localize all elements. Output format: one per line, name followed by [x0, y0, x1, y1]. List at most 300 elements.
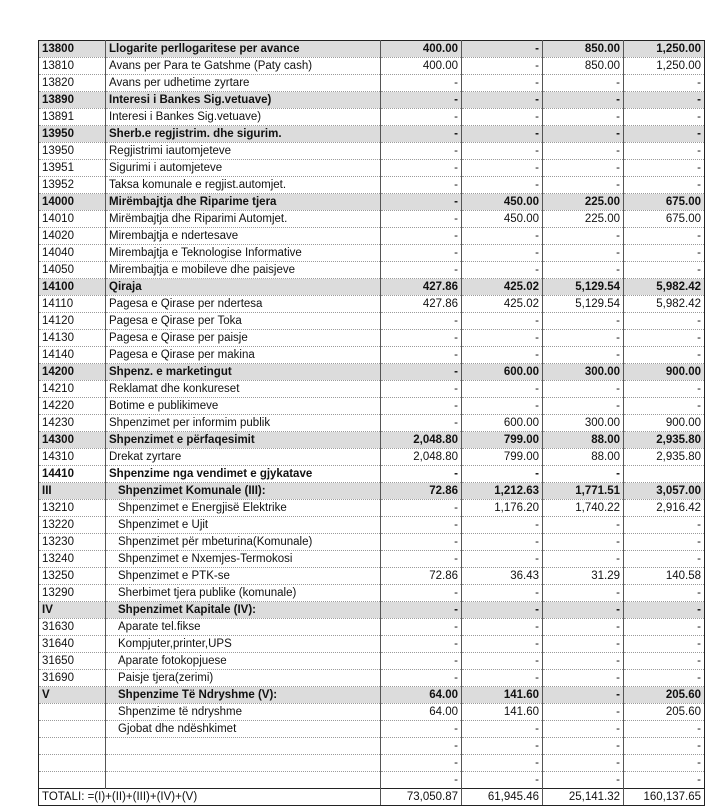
total-cell: 3,057.00 [624, 483, 705, 500]
table-row [39, 738, 705, 755]
total-cell: - [624, 619, 705, 636]
description-cell: Shpenzimet e Ujit [106, 517, 381, 534]
account-code-cell: 13820 [39, 75, 106, 92]
amount-cell-3: 300.00 [543, 415, 624, 432]
group-row [39, 432, 705, 449]
account-code-cell: 13250 [39, 568, 106, 585]
table-row [39, 568, 705, 585]
table-row [39, 551, 705, 568]
amount-cell-3: - [543, 109, 624, 126]
amount-cell-2: - [462, 619, 543, 636]
description-cell [106, 738, 381, 755]
account-code-cell: 13800 [39, 41, 106, 58]
group-row [39, 92, 705, 109]
account-code-cell: 13950 [39, 126, 106, 143]
amount-cell-2: - [462, 602, 543, 619]
amount-cell-1: - [381, 347, 462, 364]
account-code-cell: V [39, 687, 106, 704]
table-row [39, 415, 705, 432]
amount-cell-2: - [462, 534, 543, 551]
description-cell: Drekat zyrtare [106, 449, 381, 466]
amount-cell-1: - [381, 517, 462, 534]
account-code-cell: 13950 [39, 143, 106, 160]
amount-cell-1: - [381, 313, 462, 330]
amount-cell-2: - [462, 92, 543, 109]
amount-cell-1: - [381, 772, 462, 789]
description-cell: Shpenzime të ndryshme [106, 704, 381, 721]
amount-cell-1: - [381, 653, 462, 670]
description-cell: Sherb.e regjistrim. dhe sigurim. [106, 126, 381, 143]
account-code-cell: 14410 [39, 466, 106, 483]
description-cell: Aparate fotokopjuese [106, 653, 381, 670]
amount-cell-2: - [462, 653, 543, 670]
group-row [39, 602, 705, 619]
amount-cell-1: - [381, 177, 462, 194]
amount-cell-3: - [543, 738, 624, 755]
amount-cell-3: 300.00 [543, 364, 624, 381]
amount-cell-2: 425.02 [462, 296, 543, 313]
total-cell: - [624, 738, 705, 755]
total-cell: 1,250.00 [624, 41, 705, 58]
description-cell: Gjobat dhe ndëshkimet [106, 721, 381, 738]
table-row [39, 534, 705, 551]
amount-cell-2: 141.60 [462, 687, 543, 704]
amount-cell-2: - [462, 58, 543, 75]
table-row [39, 330, 705, 347]
account-code-cell: 13220 [39, 517, 106, 534]
table-row [39, 636, 705, 653]
description-cell: Aparate tel.fikse [106, 619, 381, 636]
total-cell: - [624, 330, 705, 347]
account-code-cell: 31640 [39, 636, 106, 653]
amount-cell-1: - [381, 143, 462, 160]
group-row [39, 194, 705, 211]
amount-cell-3: - [543, 92, 624, 109]
amount-cell-2: - [462, 551, 543, 568]
amount-cell-3: - [543, 517, 624, 534]
total-cell: - [624, 517, 705, 534]
amount-cell-1: - [381, 398, 462, 415]
amount-cell-2: - [462, 398, 543, 415]
amount-cell-3: 225.00 [543, 194, 624, 211]
description-cell: Kompjuter,printer,UPS [106, 636, 381, 653]
account-code-cell [39, 704, 106, 721]
account-code-cell: 13810 [39, 58, 106, 75]
amount-cell-1: - [381, 92, 462, 109]
amount-cell-3: - [543, 75, 624, 92]
account-code-cell: 31650 [39, 653, 106, 670]
description-cell: Reklamat dhe konkureset [106, 381, 381, 398]
amount-cell-3: - [543, 704, 624, 721]
account-code-cell: 14210 [39, 381, 106, 398]
amount-cell-3: - [543, 381, 624, 398]
amount-cell-1: - [381, 75, 462, 92]
amount-cell-1: - [381, 126, 462, 143]
amount-cell-3: - [543, 347, 624, 364]
amount-cell-2: - [462, 636, 543, 653]
total-cell: - [624, 653, 705, 670]
amount-cell-2: - [462, 143, 543, 160]
total-cell: - [624, 670, 705, 687]
total-cell: 205.60 [624, 704, 705, 721]
total-cell: 675.00 [624, 194, 705, 211]
total-cell: - [624, 755, 705, 772]
account-code-cell: 14010 [39, 211, 106, 228]
amount-cell-1: 72.86 [381, 568, 462, 585]
amount-cell-1: - [381, 721, 462, 738]
amount-cell-1: - [381, 364, 462, 381]
description-cell: Sherbimet tjera publike (komunale) [106, 585, 381, 602]
amount-cell-2: 425.02 [462, 279, 543, 296]
amount-cell-3: - [543, 398, 624, 415]
description-cell: Interesi i Bankes Sig.vetuave) [106, 92, 381, 109]
amount-cell-3: - [543, 245, 624, 262]
description-cell: Shpenzime nga vendimet e gjykatave [106, 466, 381, 483]
description-cell: Shpenzimet e Energjisë Elektrike [106, 500, 381, 517]
table-row [39, 398, 705, 415]
description-cell: Pagesa e Qirase per Toka [106, 313, 381, 330]
total-cell: 900.00 [624, 415, 705, 432]
table-row [39, 517, 705, 534]
table-row [39, 75, 705, 92]
amount-cell-2: - [462, 755, 543, 772]
total-cell: - [624, 92, 705, 109]
account-code-cell: 14120 [39, 313, 106, 330]
account-code-cell: 14140 [39, 347, 106, 364]
description-cell: Avans per udhetime zyrtare [106, 75, 381, 92]
amount-cell-2: - [462, 738, 543, 755]
amount-cell-2: - [462, 177, 543, 194]
amount-cell-2: - [462, 245, 543, 262]
total-cell: - [624, 347, 705, 364]
total-cell: 2,916.42 [624, 500, 705, 517]
total-cell: - [624, 721, 705, 738]
description-cell: Avans per Para te Gatshme (Paty cash) [106, 58, 381, 75]
description-cell: Pagesa e Qirase per ndertesa [106, 296, 381, 313]
description-cell: Shpenzimet Kapitale (IV): [106, 602, 381, 619]
grand-total-label: TOTALI: =(I)+(II)+(III)+(IV)+(V) [39, 789, 381, 806]
group-row [39, 126, 705, 143]
table-row [39, 211, 705, 228]
amount-cell-3: - [543, 602, 624, 619]
account-code-cell: 13230 [39, 534, 106, 551]
amount-cell-3: - [543, 126, 624, 143]
amount-cell-2: 36.43 [462, 568, 543, 585]
total-cell: - [624, 245, 705, 262]
account-code-cell: 14220 [39, 398, 106, 415]
amount-cell-3: 1,740.22 [543, 500, 624, 517]
description-cell: Mirembajtja e Teknologise Informative [106, 245, 381, 262]
amount-cell-2: - [462, 347, 543, 364]
total-cell: 140.58 [624, 568, 705, 585]
table-row [39, 347, 705, 364]
amount-cell-3: - [543, 466, 624, 483]
description-cell: Shpenzimet e përfaqesimit [106, 432, 381, 449]
account-code-cell: 14040 [39, 245, 106, 262]
amount-cell-2: - [462, 721, 543, 738]
amount-cell-3: - [543, 551, 624, 568]
total-cell: - [624, 126, 705, 143]
description-cell: Pagesa e Qirase per paisje [106, 330, 381, 347]
amount-cell-3: 1,771.51 [543, 483, 624, 500]
grand-total-amount-4: 160,137.65 [624, 789, 705, 806]
amount-cell-1: 400.00 [381, 41, 462, 58]
amount-cell-3: 31.29 [543, 568, 624, 585]
total-cell: 2,935.80 [624, 449, 705, 466]
total-cell: - [624, 75, 705, 92]
amount-cell-1: - [381, 738, 462, 755]
amount-cell-2: - [462, 670, 543, 687]
grand-total-amount-1: 73,050.87 [381, 789, 462, 806]
amount-cell-1: - [381, 330, 462, 347]
table-row [39, 500, 705, 517]
group-row [39, 687, 705, 704]
total-cell: - [624, 262, 705, 279]
table-row [39, 313, 705, 330]
amount-cell-3: 225.00 [543, 211, 624, 228]
account-code-cell [39, 755, 106, 772]
description-cell: Taksa komunale e regjist.automjet. [106, 177, 381, 194]
amount-cell-3: - [543, 262, 624, 279]
description-cell: Paisje tjera(zerimi) [106, 670, 381, 687]
group-row [39, 466, 705, 483]
description-cell: Shpenz. e marketingut [106, 364, 381, 381]
description-cell: Mirembajtja e ndertesave [106, 228, 381, 245]
table-row [39, 449, 705, 466]
amount-cell-2: - [462, 160, 543, 177]
amount-cell-2: - [462, 228, 543, 245]
total-cell: 5,982.42 [624, 279, 705, 296]
description-cell: Qiraja [106, 279, 381, 296]
total-cell: - [624, 228, 705, 245]
account-code-cell: 14000 [39, 194, 106, 211]
amount-cell-1: 64.00 [381, 687, 462, 704]
expenditure-table-body [39, 41, 705, 806]
amount-cell-3: - [543, 160, 624, 177]
amount-cell-1: 72.86 [381, 483, 462, 500]
amount-cell-2: - [462, 466, 543, 483]
total-cell: - [624, 534, 705, 551]
table-row [39, 262, 705, 279]
description-cell: Shpenzimet Komunale (III): [106, 483, 381, 500]
amount-cell-3: - [543, 330, 624, 347]
group-row [39, 364, 705, 381]
total-cell: - [624, 636, 705, 653]
table-row [39, 585, 705, 602]
table-row [39, 58, 705, 75]
amount-cell-1: - [381, 381, 462, 398]
amount-cell-1: 427.86 [381, 296, 462, 313]
account-code-cell: 14020 [39, 228, 106, 245]
amount-cell-1: - [381, 194, 462, 211]
description-cell: Sigurimi i automjeteve [106, 160, 381, 177]
amount-cell-1: - [381, 245, 462, 262]
amount-cell-2: 1,176.20 [462, 500, 543, 517]
amount-cell-1: - [381, 534, 462, 551]
amount-cell-1: 2,048.80 [381, 432, 462, 449]
amount-cell-2: - [462, 772, 543, 789]
amount-cell-3: - [543, 177, 624, 194]
account-code-cell: III [39, 483, 106, 500]
total-cell: - [624, 109, 705, 126]
grand-total-row [39, 789, 705, 806]
amount-cell-3: 850.00 [543, 58, 624, 75]
account-code-cell: 14310 [39, 449, 106, 466]
account-code-cell: 31630 [39, 619, 106, 636]
group-row [39, 483, 705, 500]
description-cell: Shpenzime Të Ndryshme (V): [106, 687, 381, 704]
total-cell: - [624, 585, 705, 602]
description-cell: Mirëmbajtja dhe Riparimi Automjet. [106, 211, 381, 228]
amount-cell-2: - [462, 109, 543, 126]
table-row [39, 670, 705, 687]
amount-cell-2: - [462, 330, 543, 347]
amount-cell-2: - [462, 517, 543, 534]
amount-cell-3: - [543, 721, 624, 738]
amount-cell-1: - [381, 500, 462, 517]
description-cell: Botime e publikimeve [106, 398, 381, 415]
total-cell: - [624, 398, 705, 415]
table-row [39, 704, 705, 721]
total-cell: - [624, 381, 705, 398]
table-row [39, 653, 705, 670]
amount-cell-2: - [462, 313, 543, 330]
amount-cell-1: 427.86 [381, 279, 462, 296]
description-cell: Shpenzimet për mbeturina(Komunale) [106, 534, 381, 551]
amount-cell-3: - [543, 228, 624, 245]
amount-cell-1: - [381, 466, 462, 483]
amount-cell-2: - [462, 381, 543, 398]
total-cell: - [624, 143, 705, 160]
amount-cell-1: - [381, 109, 462, 126]
amount-cell-3: - [543, 619, 624, 636]
description-cell: Regjistrimi iautomjeteve [106, 143, 381, 160]
table-row [39, 296, 705, 313]
account-code-cell: 14130 [39, 330, 106, 347]
total-cell: 675.00 [624, 211, 705, 228]
amount-cell-3: - [543, 670, 624, 687]
total-cell: 205.60 [624, 687, 705, 704]
amount-cell-3: - [543, 636, 624, 653]
account-code-cell: 13210 [39, 500, 106, 517]
total-cell: 5,982.42 [624, 296, 705, 313]
amount-cell-1: - [381, 551, 462, 568]
amount-cell-1: - [381, 211, 462, 228]
account-code-cell: 14300 [39, 432, 106, 449]
table-row [39, 755, 705, 772]
account-code-cell: 14200 [39, 364, 106, 381]
table-row [39, 381, 705, 398]
amount-cell-3: - [543, 313, 624, 330]
description-cell [106, 755, 381, 772]
expenditure-table-sheet [38, 40, 704, 806]
amount-cell-1: - [381, 415, 462, 432]
amount-cell-1: - [381, 602, 462, 619]
amount-cell-1: - [381, 670, 462, 687]
account-code-cell [39, 772, 106, 789]
group-row [39, 41, 705, 58]
account-code-cell: 14100 [39, 279, 106, 296]
description-cell: Mirembajtja e mobileve dhe paisjeve [106, 262, 381, 279]
amount-cell-2: - [462, 41, 543, 58]
account-code-cell: 13891 [39, 109, 106, 126]
account-code-cell [39, 738, 106, 755]
total-cell: - [624, 160, 705, 177]
amount-cell-2: 141.60 [462, 704, 543, 721]
amount-cell-1: 2,048.80 [381, 449, 462, 466]
account-code-cell: 31690 [39, 670, 106, 687]
total-cell [624, 466, 705, 483]
table-row [39, 772, 705, 789]
table-row [39, 160, 705, 177]
total-cell: 1,250.00 [624, 58, 705, 75]
amount-cell-1: - [381, 619, 462, 636]
amount-cell-1: - [381, 228, 462, 245]
amount-cell-2: 600.00 [462, 415, 543, 432]
account-code-cell: IV [39, 602, 106, 619]
amount-cell-2: - [462, 262, 543, 279]
account-code-cell [39, 721, 106, 738]
total-cell: - [624, 313, 705, 330]
table-row [39, 228, 705, 245]
table-row [39, 177, 705, 194]
amount-cell-2: 1,212.63 [462, 483, 543, 500]
description-cell: Pagesa e Qirase per makina [106, 347, 381, 364]
description-cell: Shpenzimet e PTK-se [106, 568, 381, 585]
table-row [39, 721, 705, 738]
total-cell: 2,935.80 [624, 432, 705, 449]
group-row [39, 279, 705, 296]
amount-cell-3: 5,129.54 [543, 296, 624, 313]
grand-total-amount-3: 25,141.32 [543, 789, 624, 806]
table-row [39, 109, 705, 126]
amount-cell-1: - [381, 585, 462, 602]
description-cell: Mirëmbajtja dhe Riparime tjera [106, 194, 381, 211]
amount-cell-3: - [543, 653, 624, 670]
account-code-cell: 13290 [39, 585, 106, 602]
amount-cell-3: - [543, 755, 624, 772]
amount-cell-2: - [462, 126, 543, 143]
account-code-cell: 13951 [39, 160, 106, 177]
description-cell: Llogarite perllogaritese per avance [106, 41, 381, 58]
account-code-cell: 13890 [39, 92, 106, 109]
amount-cell-2: 450.00 [462, 194, 543, 211]
amount-cell-2: 600.00 [462, 364, 543, 381]
amount-cell-1: 64.00 [381, 704, 462, 721]
table-row [39, 619, 705, 636]
amount-cell-3: 5,129.54 [543, 279, 624, 296]
amount-cell-3: - [543, 143, 624, 160]
amount-cell-1: - [381, 636, 462, 653]
amount-cell-2: - [462, 585, 543, 602]
amount-cell-3: 850.00 [543, 41, 624, 58]
account-code-cell: 14110 [39, 296, 106, 313]
account-code-cell: 14230 [39, 415, 106, 432]
amount-cell-1: - [381, 160, 462, 177]
account-code-cell: 13952 [39, 177, 106, 194]
amount-cell-1: - [381, 262, 462, 279]
total-cell: - [624, 772, 705, 789]
amount-cell-3: - [543, 585, 624, 602]
amount-cell-2: 799.00 [462, 449, 543, 466]
description-cell: Shpenzimet e Nxemjes-Termokosi [106, 551, 381, 568]
account-code-cell: 14050 [39, 262, 106, 279]
amount-cell-1: - [381, 755, 462, 772]
grand-total-amount-2: 61,945.46 [462, 789, 543, 806]
description-cell: Shpenzimet per informim publik [106, 415, 381, 432]
description-cell: Interesi i Bankes Sig.vetuave) [106, 109, 381, 126]
amount-cell-1: 400.00 [381, 58, 462, 75]
